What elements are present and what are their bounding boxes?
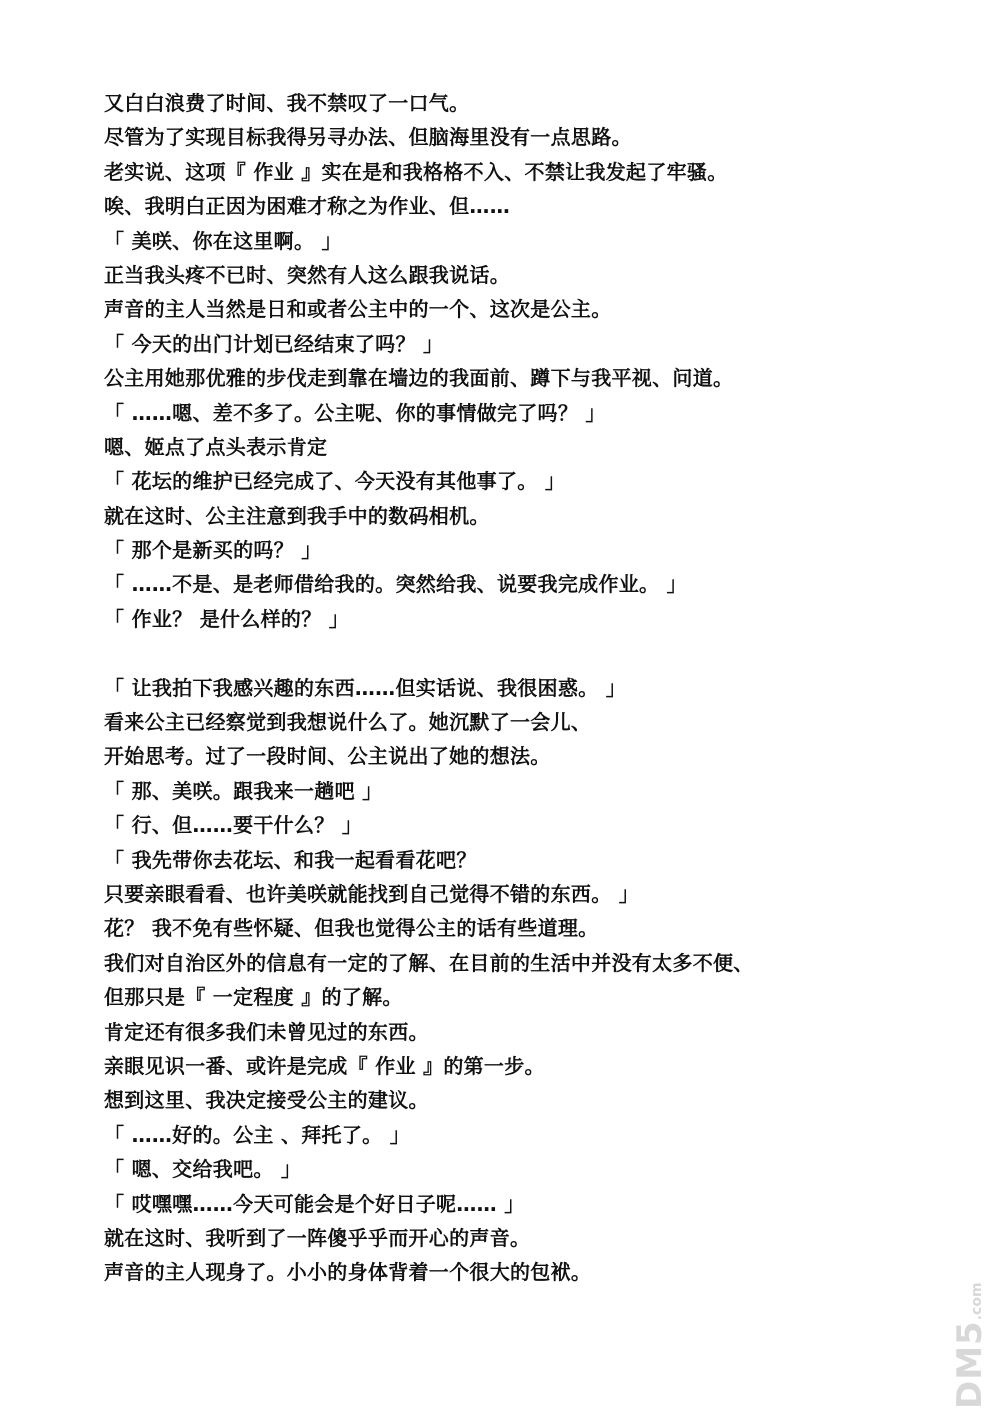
watermark-logo [950,1249,990,1409]
text-line: 看来公主已经察觉到我想说什么了。她沉默了一会儿、 [104,710,592,735]
text-line: 公主用她那优雅的步伐走到靠在墙边的我面前、蹲下与我平视、问道。 [104,366,734,391]
text-line: 「 让我拍下我感兴趣的东西……但实话说、我很困惑。 」 [104,675,627,700]
text-line: 「 ……嗯、差不多了。公主呢、你的事情做完了吗？ 」 [104,400,606,425]
text-line: 亲眼见识一番、或许是完成『 作业 』的第一步。 [104,1053,545,1078]
text-line: 「 花坛的维护已经完成了、今天没有其他事了。 」 [104,469,566,494]
text-line: 嗯、姬点了点头表示肯定 [104,434,328,459]
watermark-main: DM5 [950,1320,990,1409]
text-line: 就在这时、我听到了一阵傻乎乎而开心的声音。 [104,1225,531,1250]
text-line: 声音的主人当然是日和或者公主中的一个、这次是公主。 [104,297,612,322]
text-line: 「 ……不是、是老师借给我的。突然给我、说要我完成作业。 」 [104,572,687,597]
text-line: 「 今天的出门计划已经结束了吗？ 」 [104,331,444,356]
text-line: 但那只是『 一定程度 』的了解。 [104,985,403,1010]
watermark-suffix: .com [969,1282,985,1321]
text-line: 「 作业？ 是什么样的？ 」 [104,606,350,631]
text-line: 唉、我明白正因为困难才称之为作业、但…… [104,194,510,219]
text-line: 老实说、这项『 作业 』实在是和我格格不入、不禁让我发起了牢骚。 [104,159,728,184]
text-line: 「 行、但……要干什么？ 」 [104,813,363,838]
text-line: 「 嗯、交给我吧。 」 [104,1157,302,1182]
text-line: 声音的主人现身了。小小的身体背着一个很大的包袱。 [104,1260,592,1285]
text-line: 「 我先带你去花坛、和我一起看看花吧？ [104,847,477,872]
text-line: 想到这里、我决定接受公主的建议。 [104,1088,429,1113]
text-line: 正当我头疼不已时、突然有人这么跟我说话。 [104,262,510,287]
text-line: 我们对自治区外的信息有一定的了解、在目前的生活中并没有太多不便、 [104,950,754,975]
text-line: 尽管为了实现目标我得另寻办法、但脑海里没有一点思路。 [104,125,632,150]
text-line: 「 那、美咲。跟我来一趟吧 」 [104,778,383,803]
blank-line [104,636,964,670]
text-line: 「 ……好的。公主 、拜托了。 」 [104,1122,410,1147]
text-line: 就在这时、公主注意到我手中的数码相机。 [104,503,490,528]
text-line: 「 哎嘿嘿……今天可能会是个好日子呢…… 」 [104,1191,525,1216]
text-line: 花？ 我不免有些怀疑、但我也觉得公主的话有些道理。 [104,916,599,941]
site-watermark [950,1249,990,1409]
text-line: 肯定还有很多我们未曾见过的东西。 [104,1019,429,1044]
document-body [104,86,964,1290]
text-line: 开始思考。过了一段时间、公主说出了她的想法。 [104,744,551,769]
text-line: 只要亲眼看看、也许美咲就能找到自己觉得不错的东西。 」 [104,881,640,906]
text-line: 「 那个是新买的吗？ 」 [104,538,322,563]
text-line: 又白白浪费了时间、我不禁叹了一口气。 [104,91,470,115]
text-line: 「 美咲、你在这里啊。 」 [104,228,342,253]
